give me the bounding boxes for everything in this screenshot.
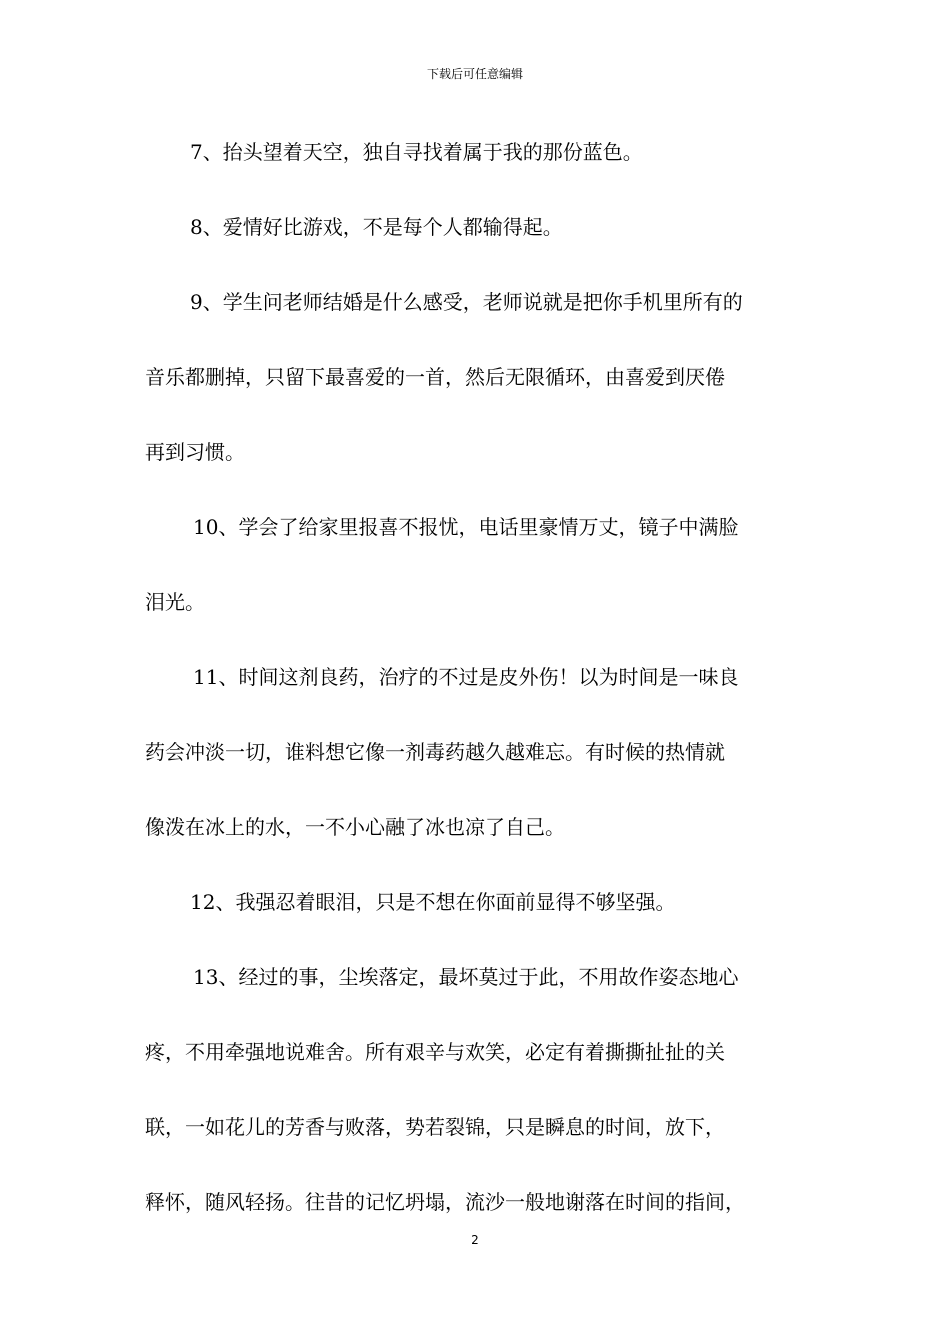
paragraph-line: 药会冲淡一切，谁料想它像一剂毒药越久越难忘。有时候的热情就 xyxy=(145,740,725,764)
paragraph-line: 再到习惯。 xyxy=(145,440,245,464)
paragraph-line: 12、我强忍着眼泪，只是不想在你面前显得不够坚强。 xyxy=(190,890,676,914)
paragraph-line: 疼，不用牵强地说难舍。所有艰辛与欢笑，必定有着撕撕扯扯的关 xyxy=(145,1040,725,1064)
paragraph-line: 13、经过的事，尘埃落定，最坏莫过于此，不用故作姿态地心 xyxy=(193,965,739,989)
document-body xyxy=(145,126,833,1251)
paragraph-line: 8、爱情好比游戏，不是每个人都输得起。 xyxy=(190,215,563,239)
paragraph-line: 像泼在冰上的水，一不小心融了冰也凉了自己。 xyxy=(145,815,565,839)
paragraph-line: 释怀，随风轻扬。往昔的记忆坍塌，流沙一般地谢落在时间的指间， xyxy=(145,1190,745,1214)
page-number: 2 xyxy=(471,1233,479,1247)
paragraph-line: 联，一如花儿的芳香与败落，势若裂锦，只是瞬息的时间，放下， xyxy=(145,1115,725,1139)
paragraph-line: 10、学会了给家里报喜不报忧，电话里豪情万丈，镜子中满脸 xyxy=(193,515,739,539)
paragraph-line: 7、抬头望着天空，独自寻找着属于我的那份蓝色。 xyxy=(190,140,643,164)
paragraph-line: 11、时间这剂良药，治疗的不过是皮外伤！以为时间是一味良 xyxy=(193,665,739,689)
paragraph-line: 9、学生问老师结婚是什么感受，老师说就是把你手机里所有的 xyxy=(190,290,743,314)
paragraph-line: 泪光。 xyxy=(145,590,205,614)
paragraph-line: 音乐都删掉，只留下最喜爱的一首，然后无限循环，由喜爱到厌倦 xyxy=(145,365,725,389)
page-header: 下载后可任意编辑 xyxy=(426,67,523,81)
